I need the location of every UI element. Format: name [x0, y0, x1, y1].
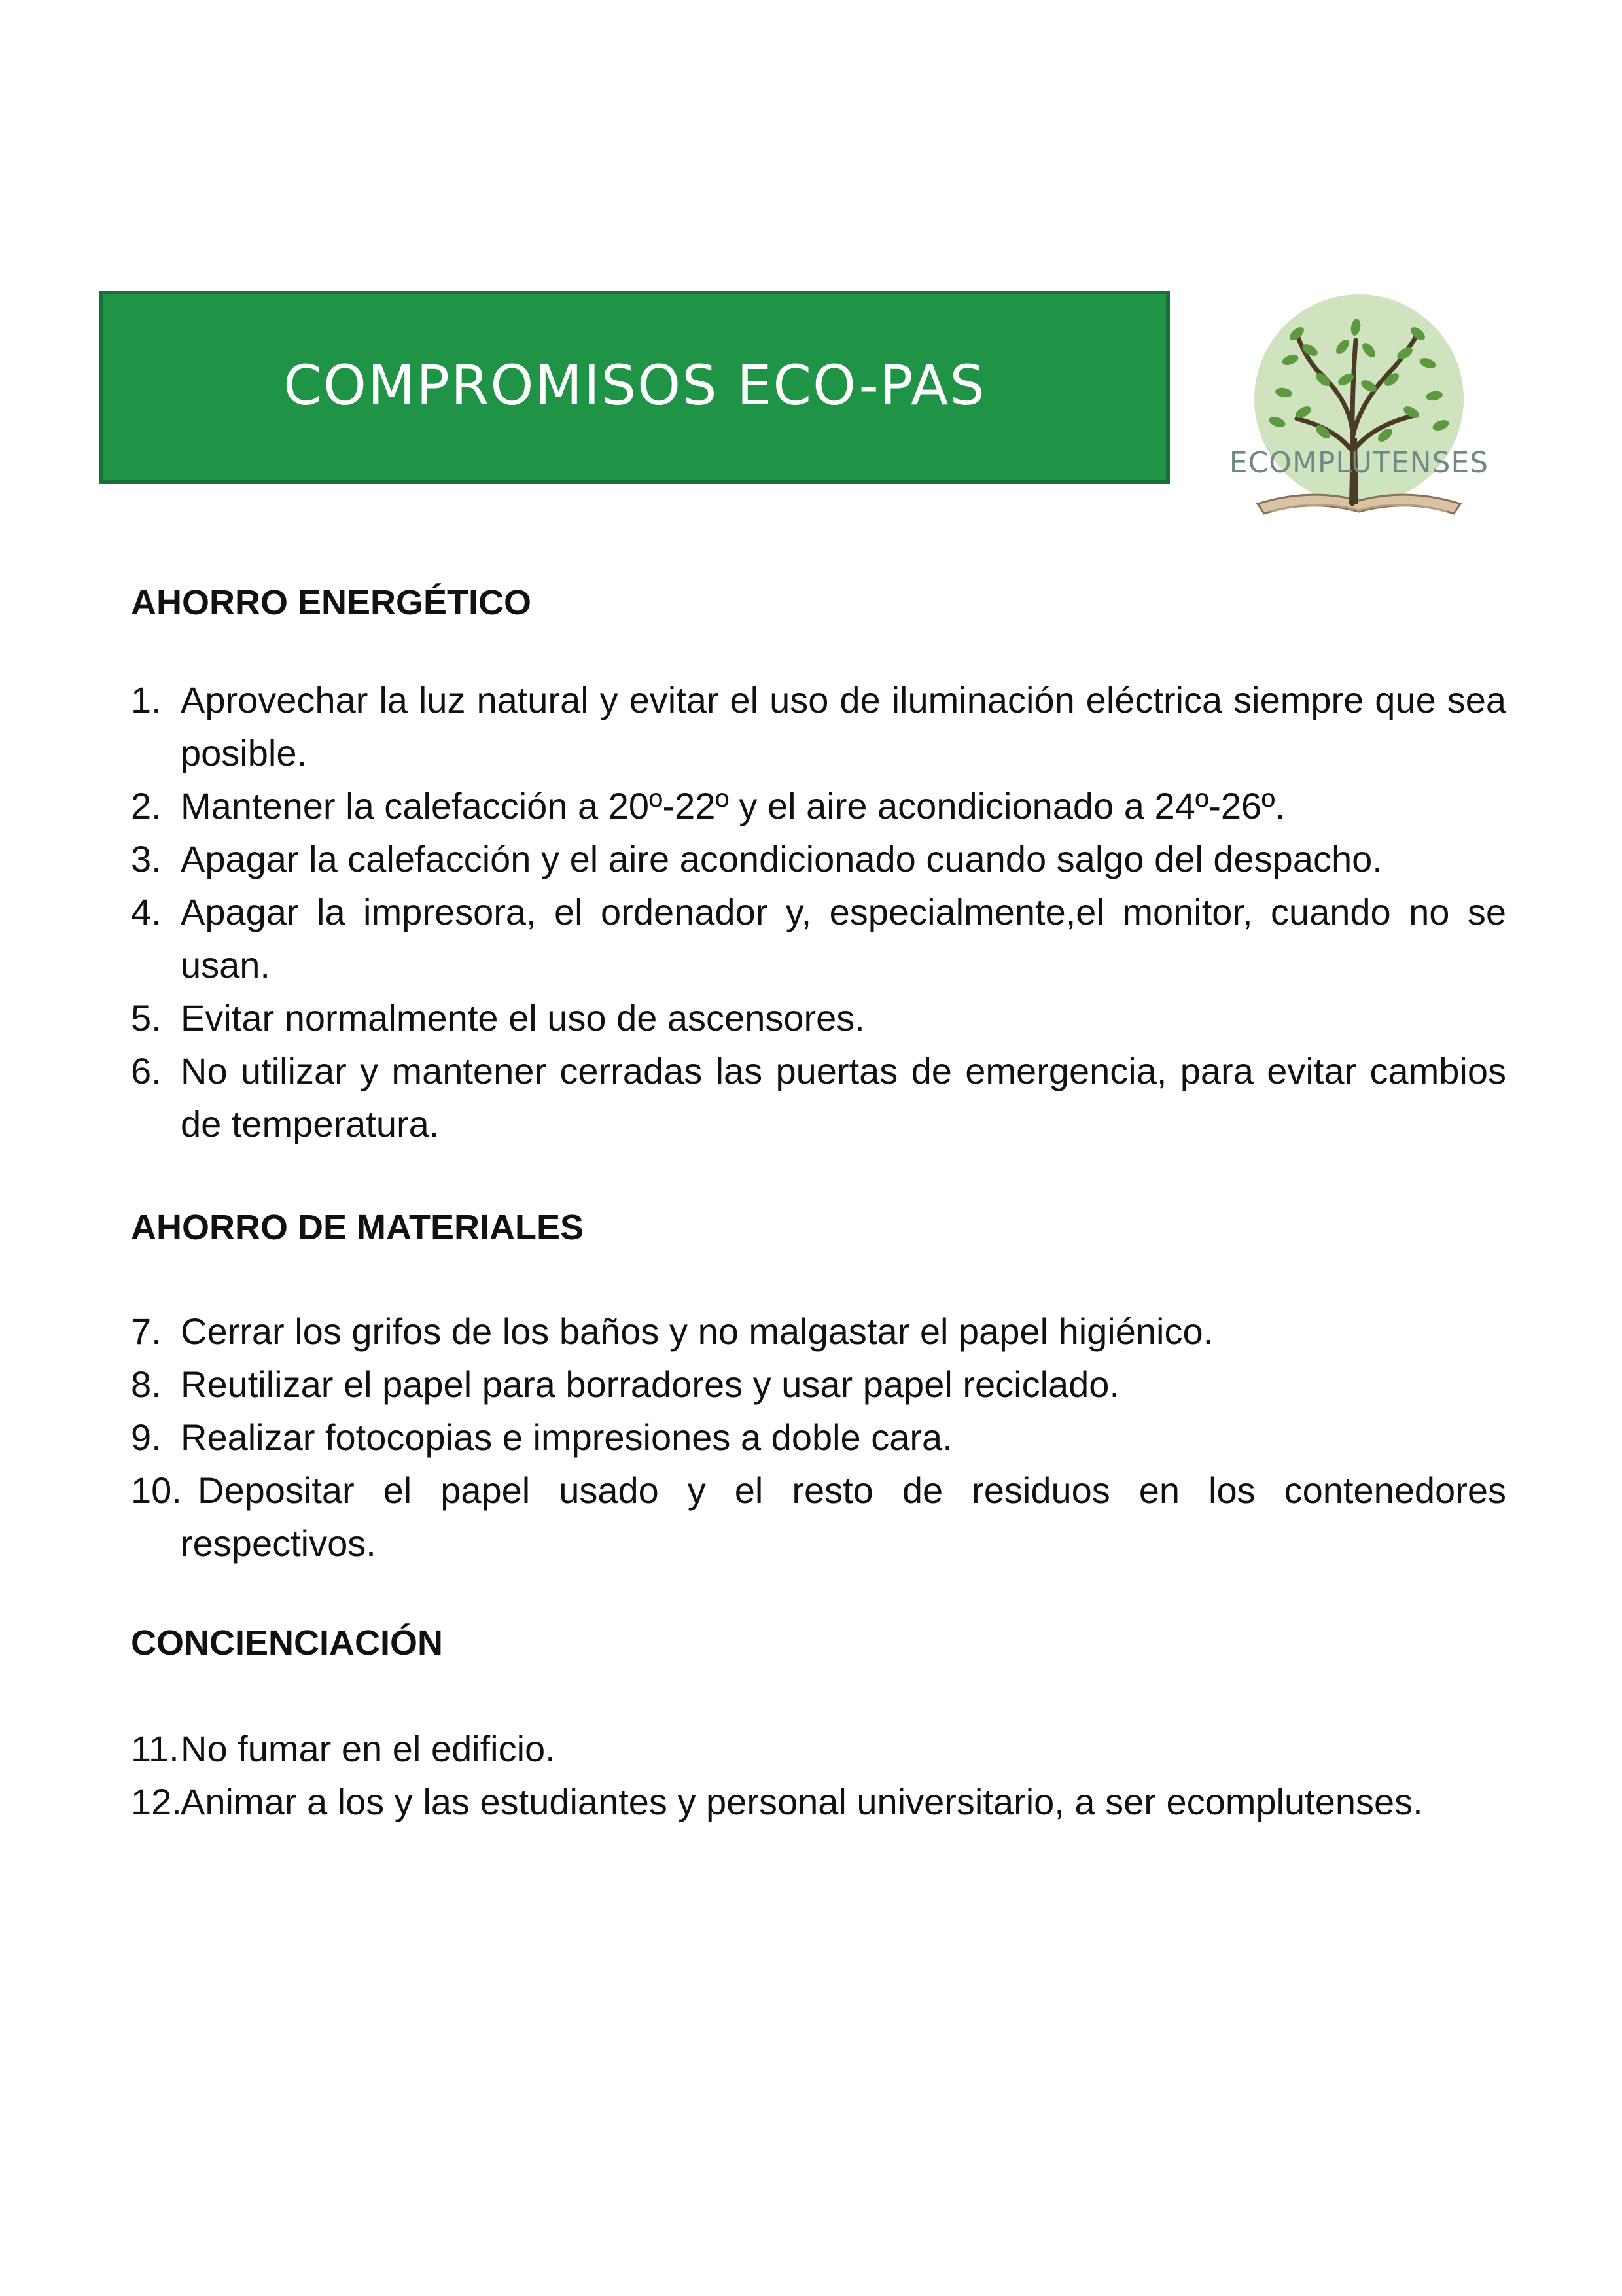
item-text: No utilizar y mantener cerradas las puertas de emergencia, para evitar cambios de temperatura.: [181, 1050, 1506, 1144]
item-text: Apagar la impresora, el ordenador y, especialmente,el monitor, cuando no se usan.: [181, 891, 1506, 985]
list-item: [131, 1464, 1506, 1570]
item-number: 7.: [131, 1311, 162, 1352]
tree-on-open-book-logo-icon: [1218, 288, 1500, 540]
item-text: No fumar en el edificio.: [181, 1728, 555, 1769]
item-number: 12.: [131, 1781, 182, 1822]
item-number: 8.: [131, 1364, 162, 1405]
item-number: 6.: [131, 1050, 162, 1091]
item-text: Apagar la calefacción y el aire acondicionado cuando salgo del despacho.: [181, 838, 1383, 879]
list-item: [131, 1775, 1506, 1828]
item-number: 1.: [131, 679, 162, 720]
item-number: 5.: [131, 997, 162, 1038]
materials-list: [131, 1305, 1506, 1570]
list-item: [131, 673, 1506, 779]
list-item: [131, 1358, 1506, 1411]
list-item: [131, 1044, 1506, 1150]
ecomplutenses-logo: [1218, 288, 1500, 540]
item-text: Realizar fotocopias e impresiones a doble cara.: [181, 1417, 953, 1458]
item-number: 4.: [131, 891, 162, 932]
item-text: Cerrar los grifos de los baños y no malgastar el papel higiénico.: [181, 1311, 1214, 1352]
title-banner: [99, 291, 1170, 484]
list-item: [131, 991, 1506, 1044]
item-text: Aprovechar la luz natural y evitar el uso de iluminación eléctrica siempre que sea posible.: [181, 679, 1506, 773]
item-number: 9.: [131, 1417, 162, 1458]
section-heading-awareness: CONCIENCIACIÓN: [131, 1623, 444, 1663]
list-item: [131, 1722, 1506, 1775]
list-item: [131, 779, 1506, 832]
item-text: Evitar normalmente el uso de ascensores.: [181, 997, 865, 1038]
section-heading-materials: AHORRO DE MATERIALES: [131, 1208, 584, 1247]
item-text: Depositar el papel usado y el resto de residuos en los contenedores respectivos.: [181, 1470, 1506, 1564]
banner-title: COMPROMISOS ECO-PAS: [283, 353, 986, 417]
item-text: Animar a los y las estudiantes y personal universitario, a ser ecomplutenses.: [181, 1781, 1423, 1822]
energy-list: [131, 673, 1506, 1150]
item-number: 11.: [131, 1728, 179, 1769]
list-item: [131, 1411, 1506, 1464]
list-item: [131, 832, 1506, 885]
awareness-list: [131, 1722, 1506, 1828]
logo-text: ECOMPLUTENSES: [1229, 446, 1489, 480]
item-number: 3.: [131, 838, 162, 879]
item-number: 10.: [131, 1470, 182, 1511]
section-heading-energy: AHORRO ENERGÉTICO: [131, 583, 532, 622]
list-item: [131, 1305, 1506, 1358]
list-item: [131, 885, 1506, 991]
item-text: Reutilizar el papel para borradores y usar papel reciclado.: [181, 1364, 1120, 1405]
item-text: Mantener la calefacción a 20º-22º y el aire acondicionado a 24º-26º.: [181, 785, 1286, 826]
item-number: 2.: [131, 785, 162, 826]
